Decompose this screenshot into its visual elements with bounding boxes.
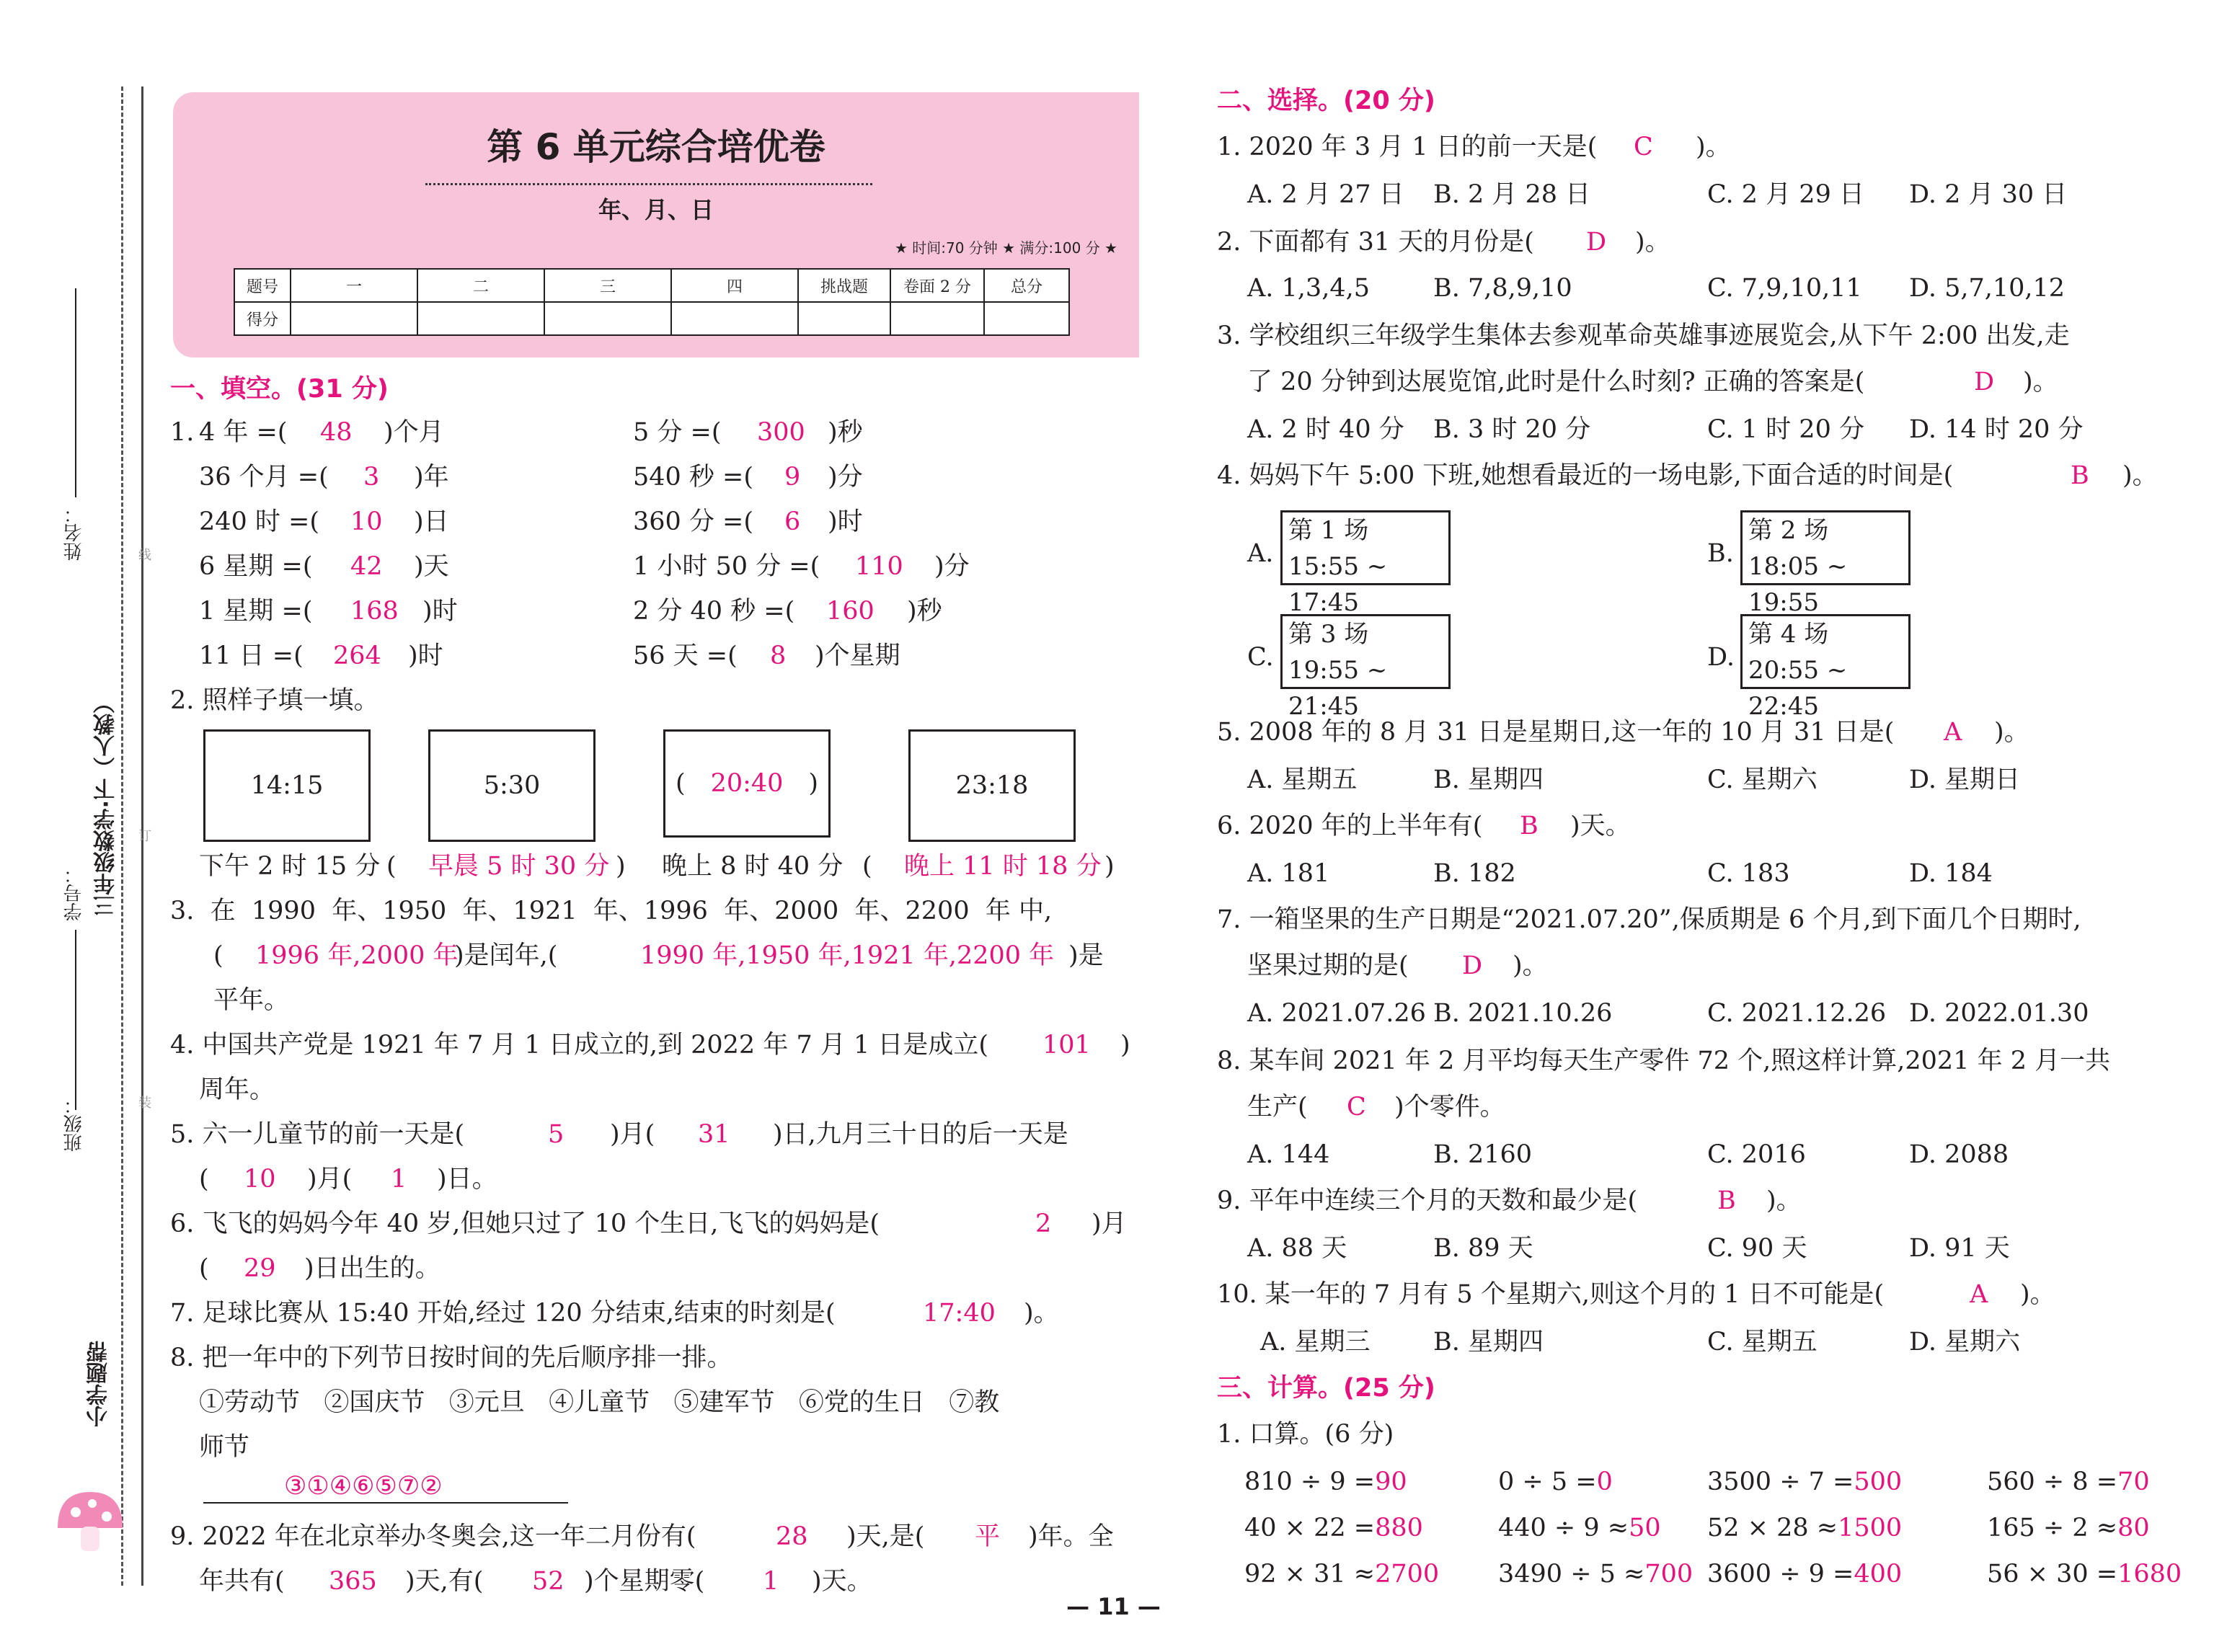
s1-q9-line1 [170, 1521, 1114, 1553]
s2-q6-option: D. 184 [1909, 859, 1993, 888]
text: 6. 飞飞的妈妈今年 40 岁,但她只过了 10 个生日,飞飞的妈妈是( [170, 1209, 880, 1238]
s2-q7-line1: 7. 一箱坚果的生产日期是“2021.07.20”,保质期是 6 个月,到下面几个日期时, [1217, 905, 2081, 934]
s1-q2-label-3: 晚上 8 时 40 分 [662, 852, 844, 881]
s2-q2-option: B. 7,8,9,10 [1433, 274, 1572, 303]
text: 生产( [1247, 1093, 1308, 1122]
text: )日,九月三十日的后一天是 [773, 1120, 1068, 1149]
s1-q1-left-row [199, 640, 443, 672]
s2-q6-option: C. 183 [1707, 859, 1790, 888]
s1-q6-line2 [199, 1253, 440, 1284]
s1-q2-label-1: 下午 2 时 15 分 [199, 852, 381, 881]
s2-q3-option: B. 3 时 20 分 [1433, 415, 1591, 444]
expression: 0 ÷ 5 = [1498, 1467, 1597, 1496]
page-subtitle: 年、月、日 [598, 196, 714, 223]
s2-q8-line2 [1247, 1091, 1505, 1123]
answer: 10 [350, 507, 383, 536]
s1-q1-right-row [633, 461, 863, 493]
text: ) [1120, 1031, 1130, 1060]
mental-calc-item [1244, 1466, 1407, 1498]
s2-q6 [1217, 810, 1631, 842]
s2-q10-option: B. 星期四 [1433, 1328, 1544, 1356]
mental-calc-item [1498, 1558, 1693, 1590]
s2-q8-option: B. 2160 [1433, 1140, 1533, 1169]
section-3-heading: 三、计算。(25 分) [1217, 1374, 1435, 1403]
time-box [428, 729, 596, 842]
s1-q1-number: 1. [170, 418, 195, 447]
s2-q9-option: A. 88 天 [1247, 1234, 1347, 1263]
mental-calc-item [1707, 1512, 1902, 1544]
s1-q7 [170, 1297, 1059, 1329]
text: 5. 六一儿童节的前一天是( [170, 1120, 465, 1149]
mental-calc-item [1498, 1512, 1661, 1544]
text: )。 [1994, 718, 2029, 747]
s2-q3-option: A. 2 时 40 分 [1247, 415, 1404, 444]
answer: 29 [244, 1254, 276, 1283]
page-number: — 11 — [1066, 1593, 1161, 1620]
expression: 440 ÷ 9 ≈ [1498, 1514, 1629, 1542]
s2-q5-option: A. 星期五 [1247, 765, 1358, 794]
time-box[interactable] [663, 729, 831, 838]
text: )。 [1696, 133, 1731, 161]
answer-common-years: 1990 年,1950 年,1921 年,2200 年 [640, 941, 1055, 970]
s2-q1 [1217, 131, 1731, 163]
prefix: 11 日 =( [199, 641, 304, 670]
answer: 1 [763, 1567, 779, 1596]
score-header-cell: 挑战题 [798, 269, 890, 302]
s1-q1-left-row [199, 595, 458, 627]
text: 年共有( [199, 1567, 285, 1596]
s2-q3-option: C. 1 时 20 分 [1707, 415, 1864, 444]
score-cell[interactable] [417, 302, 544, 335]
s2-q2-option: A. 1,3,4,5 [1247, 274, 1370, 303]
text: )是闰年,( [454, 941, 558, 970]
s1-q1-left-row [199, 551, 449, 582]
text: )。 [1766, 1186, 1802, 1215]
answer: 110 [855, 552, 903, 581]
text: )是 [1068, 941, 1104, 970]
text: 1. 2020 年 3 月 1 日的前一天是( [1217, 133, 1598, 161]
text: )月( [610, 1120, 655, 1149]
suffix: )个月 [384, 418, 444, 447]
header-banner [173, 92, 1139, 358]
answer: D [1462, 951, 1483, 980]
text: )年。全 [1028, 1522, 1114, 1551]
s1-q8-text: 8. 把一年中的下列节日按时间的先后顺序排一排。 [170, 1344, 732, 1372]
text: 4. 中国共产党是 1921 年 7 月 1 日成立的,到 2022 年 7 月 1 日是成立( [170, 1031, 989, 1060]
s1-q1-left-row [199, 506, 449, 538]
result: 70 [2117, 1467, 2150, 1496]
session-time: 20:55 ~ 22:45 [1748, 656, 1848, 721]
answer: 28 [776, 1522, 808, 1551]
mental-calc-item [1987, 1558, 2182, 1590]
gutter-id-line [75, 930, 76, 1110]
page-title: 第 6 单元综合培优卷 [487, 126, 825, 168]
s2-q5-option: B. 星期四 [1433, 765, 1544, 794]
text: )。 [2122, 461, 2158, 490]
s2-q3-line2 [1247, 366, 2058, 398]
text: )。 [2023, 368, 2058, 396]
s2-q8-option: D. 2088 [1909, 1140, 2009, 1169]
answer: 101 [1042, 1031, 1091, 1060]
s1-q2-text: 2. 照样子填一填。 [170, 686, 379, 715]
session-time: 19:55 ~ 21:45 [1288, 656, 1388, 721]
time-box-value: 23:18 [955, 771, 1029, 800]
expression: 165 ÷ 2 ≈ [1987, 1514, 2118, 1542]
score-header-cell: 题号 [234, 269, 291, 302]
gutter-class-label: 班级： [63, 1096, 85, 1152]
expression: 3490 ÷ 5 ≈ [1498, 1560, 1645, 1589]
session-time: 18:05 ~ 19:55 [1748, 552, 1848, 617]
score-table-header-row [234, 269, 1069, 302]
score-cell[interactable] [798, 302, 890, 335]
s2-q6-option: B. 182 [1433, 859, 1516, 888]
text: 4. 妈妈下午 5:00 下班,她想看最近的一场电影,下面合适的时间是( [1217, 461, 1954, 490]
s1-q5-line1 [170, 1119, 1068, 1150]
answer: 300 [757, 418, 805, 447]
s2-q1-option: D. 2 月 30 日 [1909, 180, 2068, 209]
text: )日出生的。 [304, 1254, 440, 1283]
time-box-answer: 20:40 [710, 769, 784, 798]
s1-q3-line2 [213, 940, 1104, 972]
answer: 48 [320, 418, 353, 447]
session-time: 15:55 ~ 17:45 [1288, 552, 1388, 617]
paren-open: ( [213, 941, 223, 970]
score-header-cell: 二 [417, 269, 544, 302]
score-header-cell: 总分 [984, 269, 1069, 302]
s2-q4-option-box [1740, 510, 1911, 617]
suffix: )个星期 [815, 641, 900, 670]
mental-calc-item [1707, 1558, 1902, 1590]
suffix: )年 [414, 463, 449, 492]
gutter-book-title: 三年级数学·下（人教） [94, 692, 119, 917]
time-box [908, 729, 1076, 842]
prefix: 56 天 =( [633, 641, 738, 670]
s2-q5-option: C. 星期六 [1707, 765, 1818, 794]
text: 9. 平年中连续三个月的天数和最少是( [1217, 1186, 1638, 1215]
result: 400 [1854, 1560, 1903, 1589]
score-cell[interactable] [671, 302, 798, 335]
answer: 3 [363, 463, 380, 492]
text: 5. 2008 年的 8 月 31 日是星期日,这一年的 10 月 31 日是( [1217, 718, 1895, 747]
prefix: 2 分 40 秒 =( [633, 597, 795, 626]
s1-q1-left-row [199, 461, 449, 493]
score-table [234, 268, 1070, 336]
s1-q8-answer: ③①④⑥⑤⑦② [284, 1472, 443, 1501]
text: 9. 2022 年在北京举办冬奥会,这一年二月份有( [170, 1522, 696, 1551]
answer: D [1974, 368, 1995, 396]
s1-q4-line2: 周年。 [199, 1075, 275, 1104]
score-cell[interactable] [544, 302, 671, 335]
s2-q10-option: C. 星期五 [1707, 1328, 1818, 1356]
result: 50 [1629, 1514, 1661, 1542]
answer: D [1586, 228, 1607, 257]
title-dotted-rule [425, 183, 872, 185]
expression: 3500 ÷ 7 = [1707, 1467, 1854, 1496]
s2-q7-option: A. 2021.07.26 [1247, 999, 1426, 1028]
mental-calc-item [1244, 1558, 1439, 1590]
mental-calc-item [1707, 1466, 1902, 1498]
suffix: )分 [934, 552, 970, 581]
text: )。 [1635, 228, 1670, 257]
text: )日。 [437, 1165, 497, 1194]
s2-q4-option-box [1740, 614, 1911, 721]
s2-q1-option: B. 2 月 28 日 [1433, 180, 1591, 209]
paren-close: ) [1104, 852, 1115, 881]
session-label: 第 1 场 [1288, 516, 1369, 545]
s1-q8-answer-line [203, 1502, 568, 1504]
answer: 8 [770, 641, 787, 670]
text: )。 [1024, 1299, 1059, 1328]
s2-q7-option: B. 2021.10.26 [1433, 999, 1613, 1028]
s2-q7-line2 [1247, 950, 1548, 982]
s2-q1-option: C. 2 月 29 日 [1707, 180, 1864, 209]
answer-leap-years: 1996 年,2000 年 [255, 941, 459, 970]
text: )。 [2020, 1280, 2055, 1309]
suffix: )时 [422, 597, 458, 626]
answer: A [1944, 718, 1962, 747]
gutter-cut-mark-1: 线 [136, 548, 151, 561]
s2-q4-option-letter: D. [1707, 643, 1735, 672]
answer: 160 [826, 597, 875, 626]
session-label: 第 2 场 [1748, 516, 1829, 545]
text: 了 20 分钟到达展览馆,此时是什么时刻? 正确的答案是( [1247, 368, 1865, 396]
text: )天。 [812, 1567, 872, 1596]
gutter-brand: 小学题帮 [87, 1341, 112, 1427]
gutter-cut-mark-2: 订 [136, 829, 151, 842]
text: )个零件。 [1394, 1093, 1505, 1122]
answer: 42 [350, 552, 383, 581]
s2-q2 [1217, 226, 1670, 258]
result: 0 [1596, 1467, 1613, 1496]
answer: 晚上 11 时 18 分 [904, 852, 1102, 881]
answer: 365 [329, 1567, 377, 1596]
gutter-name-label: 姓名： [63, 505, 85, 561]
s2-q5-option: D. 星期日 [1909, 765, 2021, 794]
s2-q9-option: C. 90 天 [1707, 1234, 1807, 1263]
score-header-cell: 三 [544, 269, 671, 302]
suffix: )天 [414, 552, 449, 581]
s2-q3-line1: 3. 学校组织三年级学生集体去参观革命英雄事迹展览会,从下午 2:00 出发,走 [1217, 321, 2070, 350]
prefix: 6 星期 =( [199, 552, 313, 581]
s2-q4 [1217, 460, 2158, 492]
expression: 92 × 31 ≈ [1244, 1560, 1376, 1589]
s2-q2-option: C. 7,9,10,11 [1707, 274, 1862, 303]
score-header-cell: 一 [291, 269, 417, 302]
result: 880 [1375, 1514, 1423, 1542]
s2-q1-option: A. 2 月 27 日 [1247, 180, 1404, 209]
expression: 56 × 30 = [1987, 1560, 2118, 1589]
s1-q4-line1 [170, 1029, 1130, 1061]
s1-q8-items-wrap: 师节 [199, 1433, 250, 1462]
gutter-cut-mark-3: 装 [136, 1096, 151, 1109]
prefix: 360 分 =( [633, 507, 754, 536]
s2-q7-option: C. 2021.12.26 [1707, 999, 1887, 1028]
answer: C [1634, 133, 1653, 161]
answer: 31 [698, 1120, 730, 1149]
section-2-heading: 二、选择。(20 分) [1217, 86, 1435, 115]
expression: 40 × 22 = [1244, 1514, 1376, 1542]
s1-q1-right-row [633, 417, 863, 448]
s1-q1-right-row [633, 506, 863, 538]
score-cell[interactable] [890, 302, 984, 335]
suffix: )日 [414, 507, 449, 536]
s1-q2-label-2 [386, 851, 626, 882]
gutter-id-label: 学号： [63, 865, 85, 921]
s2-q6-option: A. 181 [1247, 859, 1330, 888]
exam-meta: ★ 时间:70 分钟 ★ 满分:100 分 ★ [894, 239, 1117, 257]
answer: 52 [532, 1567, 565, 1596]
s2-q8-option: A. 144 [1247, 1140, 1330, 1169]
suffix: )分 [828, 463, 863, 492]
score-cell[interactable] [984, 302, 1069, 335]
s2-q8-option: C. 2016 [1707, 1140, 1806, 1169]
s2-q7-option: D. 2022.01.30 [1909, 999, 2089, 1028]
s2-q10 [1217, 1279, 2055, 1310]
s1-q3-line1: 3. 在 1990 年、1950 年、1921 年、1996 年、2000 年、2200 年 中, [170, 897, 1053, 925]
text: )天,是( [846, 1522, 925, 1551]
s2-q4-option-letter: A. [1247, 539, 1274, 568]
answer: 1 [391, 1165, 407, 1194]
answer: 5 [548, 1120, 565, 1149]
answer: 264 [333, 641, 381, 670]
paren-close: ) [616, 852, 626, 881]
paren-open: ( [386, 852, 397, 881]
answer: B [2071, 461, 2089, 490]
s2-q4-option-letter: B. [1707, 539, 1734, 568]
s2-q9-option: D. 91 天 [1909, 1234, 2010, 1263]
score-header-cell: 四 [671, 269, 798, 302]
s2-q9-option: B. 89 天 [1433, 1234, 1533, 1263]
result: 1500 [1838, 1514, 1903, 1542]
mental-calc-item [1498, 1466, 1613, 1498]
text: ( [199, 1254, 209, 1283]
suffix: )时 [408, 641, 443, 670]
prefix: 1 小时 50 分 =( [633, 552, 820, 581]
prefix: 1 星期 =( [199, 597, 313, 626]
expression: 560 ÷ 8 = [1987, 1467, 2118, 1496]
prefix: 540 秒 =( [633, 463, 754, 492]
score-row-label: 得分 [234, 302, 291, 335]
score-header-cell: 卷面 2 分 [890, 269, 984, 302]
s1-q5-line2 [199, 1163, 497, 1195]
result: 80 [2117, 1514, 2150, 1542]
suffix: )秒 [907, 597, 942, 626]
s2-q4-option-box [1280, 614, 1451, 721]
time-box [203, 729, 371, 842]
prefix: 36 个月 =( [199, 463, 329, 492]
session-label: 第 4 场 [1748, 620, 1829, 649]
text: 2. 下面都有 31 天的月份是( [1217, 228, 1534, 257]
session-label: 第 3 场 [1288, 620, 1369, 649]
s2-q8-line1: 8. 某车间 2021 年 2 月平均每天生产零件 72 个,照这样计算,2021 年 2 月一共 [1217, 1047, 2111, 1075]
mental-calc-item [1987, 1512, 2150, 1544]
prefix: 5 分 =( [633, 418, 722, 447]
s2-q10-option: A. 星期三 [1260, 1328, 1371, 1356]
paren-close: ) [808, 769, 818, 798]
text: 7. 足球比赛从 15:40 开始,经过 120 分结束,结束的时刻是( [170, 1299, 836, 1328]
suffix: )秒 [828, 418, 863, 447]
s2-q4-option-box [1280, 510, 1451, 617]
time-box-value: 14:15 [250, 771, 324, 800]
mental-calc-item [1244, 1512, 1423, 1544]
s2-q5 [1217, 716, 2029, 748]
text: )个星期零( [584, 1567, 705, 1596]
expression: 3600 ÷ 9 = [1707, 1560, 1854, 1589]
text: )月( [307, 1165, 353, 1194]
text: ( [199, 1165, 209, 1194]
answer: 2 [1035, 1209, 1052, 1238]
s2-q4-option-letter: C. [1247, 643, 1274, 672]
text: )天,有( [405, 1567, 484, 1596]
s1-q1-right-row [633, 640, 900, 672]
gutter-name-line [75, 288, 76, 497]
time-box-value: 5:30 [483, 771, 541, 800]
answer: C [1347, 1093, 1366, 1122]
result: 1680 [2117, 1560, 2182, 1589]
text: 6. 2020 年的上半年有( [1217, 812, 1483, 840]
s1-q1-right-row [633, 595, 942, 627]
s1-q3-line3: 平年。 [213, 986, 290, 1015]
text: 10. 某一年的 7 月有 5 个星期六,则这个月的 1 日不可能是( [1217, 1280, 1885, 1309]
paren-open: ( [676, 769, 686, 798]
s2-q3-option: D. 14 时 20 分 [1909, 415, 2084, 444]
expression: 52 × 28 ≈ [1707, 1514, 1838, 1542]
s2-q2-option: D. 5,7,10,12 [1909, 274, 2066, 303]
answer: 168 [350, 597, 399, 626]
answer: 9 [784, 463, 801, 492]
text: )。 [1513, 951, 1548, 980]
answer: 17:40 [923, 1299, 996, 1328]
result: 90 [1375, 1467, 1407, 1496]
s1-q6-line1 [170, 1208, 1127, 1240]
prefix: 240 时 =( [199, 507, 320, 536]
answer: A [1970, 1280, 1988, 1309]
s1-q1-right-row [633, 551, 970, 582]
text: )月 [1092, 1209, 1127, 1238]
s2-q10-option: D. 星期六 [1909, 1328, 2021, 1356]
result: 700 [1644, 1560, 1694, 1589]
prefix: 4 年 =( [199, 418, 288, 447]
s1-q2-label-4 [862, 851, 1115, 882]
s1-q1-left-row [199, 417, 444, 448]
section-1-heading: 一、填空。(31 分) [170, 375, 389, 404]
result: 500 [1854, 1467, 1903, 1496]
answer: B [1717, 1186, 1736, 1215]
s2-q9 [1217, 1185, 1802, 1217]
answer: B [1520, 812, 1538, 840]
score-table-score-row [234, 302, 1069, 335]
result: 2700 [1375, 1560, 1440, 1589]
expression: 810 ÷ 9 = [1244, 1467, 1376, 1496]
answer: 早晨 5 时 30 分 [428, 852, 610, 881]
text: )天。 [1570, 812, 1631, 840]
mushroom-logo-icon [50, 1485, 130, 1557]
mental-calc-item [1987, 1466, 2150, 1498]
text: 坚果过期的是( [1247, 951, 1409, 980]
s3-sub-heading: 1. 口算。(6 分) [1217, 1420, 1394, 1449]
answer: 平 [975, 1522, 1001, 1551]
suffix: )时 [828, 507, 863, 536]
score-cell[interactable] [291, 302, 417, 335]
s1-q8-items: ①劳动节 ②国庆节 ③元旦 ④儿童节 ⑤建军节 ⑥党的生日 ⑦教 [199, 1388, 1000, 1417]
answer: 10 [244, 1165, 276, 1194]
paren-open: ( [862, 852, 872, 881]
answer: 6 [784, 507, 801, 536]
